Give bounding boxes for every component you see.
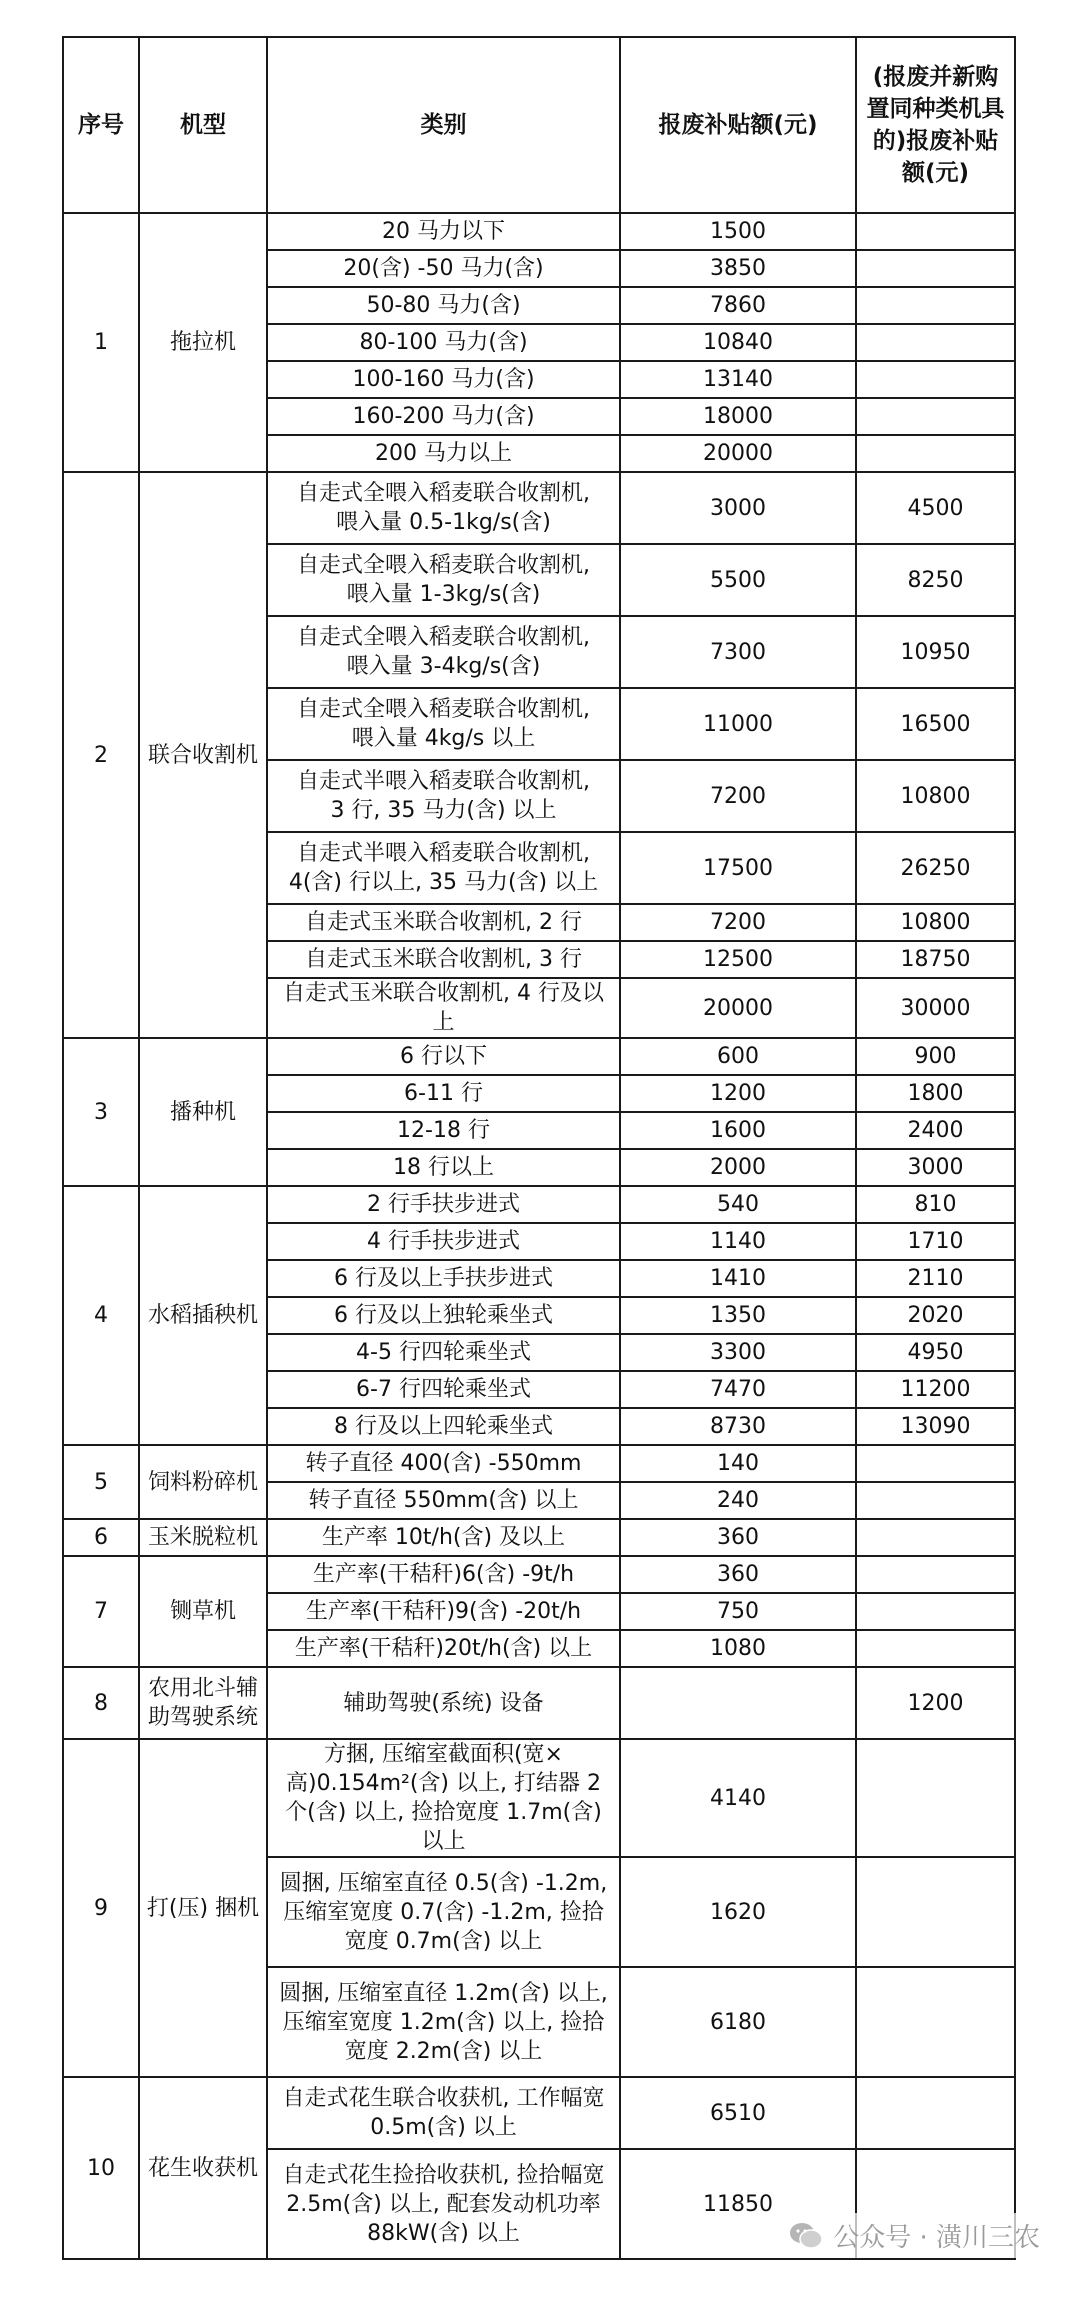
subsidy-cell: 360 [620, 1556, 856, 1593]
category-cell: 50-80 马力(含) [267, 287, 620, 324]
table-row [63, 1186, 1015, 1223]
new-subsidy-cell: 8250 [856, 544, 1015, 616]
category-cell: 6 行及以上独轮乘坐式 [267, 1297, 620, 1334]
subsidy-cell: 3000 [620, 472, 856, 544]
subsidy-cell: 7470 [620, 1371, 856, 1408]
subsidy-cell: 12500 [620, 941, 856, 978]
subsidy-cell: 5500 [620, 544, 856, 616]
new-subsidy-cell: 26250 [856, 832, 1015, 904]
category-cell: 200 马力以上 [267, 435, 620, 472]
machine-type: 打(压) 捆机 [139, 1739, 267, 2077]
subsidy-cell: 11850 [620, 2149, 856, 2259]
category-cell: 2 行手扶步进式 [267, 1186, 620, 1223]
subsidy-cell: 1600 [620, 1112, 856, 1149]
subsidy-cell: 6510 [620, 2077, 856, 2149]
new-subsidy-cell [856, 1857, 1015, 1967]
machine-type: 播种机 [139, 1038, 267, 1186]
new-subsidy-cell: 1800 [856, 1075, 1015, 1112]
table-row [63, 1739, 1015, 1857]
new-subsidy-cell: 16500 [856, 688, 1015, 760]
subsidy-cell: 3300 [620, 1334, 856, 1371]
row-number: 2 [63, 472, 139, 1038]
category-cell: 方捆, 压缩室截面积(宽×高)0.154m²(含) 以上, 打结器 2 个(含) 以上, 捡拾宽度 1.7m(含) 以上 [267, 1739, 620, 1857]
category-cell: 自走式玉米联合收割机, 3 行 [267, 941, 620, 978]
new-subsidy-cell: 2020 [856, 1297, 1015, 1334]
new-subsidy-cell: 4500 [856, 472, 1015, 544]
machine-type: 铡草机 [139, 1556, 267, 1667]
category-cell: 辅助驾驶(系统) 设备 [267, 1667, 620, 1739]
subsidy-cell: 1500 [620, 213, 856, 250]
category-cell: 生产率(干秸秆)20t/h(含) 以上 [267, 1630, 620, 1667]
new-subsidy-cell [856, 1556, 1015, 1593]
row-number: 6 [63, 1519, 139, 1556]
category-cell: 自走式玉米联合收割机, 2 行 [267, 904, 620, 941]
subsidy-cell: 1200 [620, 1075, 856, 1112]
category-cell: 生产率(干秸秆)6(含) -9t/h [267, 1556, 620, 1593]
row-number: 1 [63, 213, 139, 472]
machine-type: 水稻插秧机 [139, 1186, 267, 1445]
header-machine: 机型 [139, 37, 267, 213]
new-subsidy-cell [856, 1739, 1015, 1857]
category-cell: 18 行以上 [267, 1149, 620, 1186]
subsidy-cell: 240 [620, 1482, 856, 1519]
document-page [62, 36, 1014, 2316]
subsidy-cell: 18000 [620, 398, 856, 435]
new-subsidy-cell: 10800 [856, 760, 1015, 832]
category-cell: 转子直径 400(含) -550mm [267, 1445, 620, 1482]
subsidy-cell: 20000 [620, 435, 856, 472]
table-row [63, 1519, 1015, 1556]
category-cell: 转子直径 550mm(含) 以上 [267, 1482, 620, 1519]
new-subsidy-cell [856, 1519, 1015, 1556]
new-subsidy-cell [856, 1630, 1015, 1667]
new-subsidy-cell: 1710 [856, 1223, 1015, 1260]
category-cell: 圆捆, 压缩室直径 0.5(含) -1.2m, 压缩室宽度 0.7(含) -1.2m, 捡拾宽度 0.7m(含) 以上 [267, 1857, 620, 1967]
subsidy-cell: 1620 [620, 1857, 856, 1967]
subsidy-cell: 4140 [620, 1739, 856, 1857]
new-subsidy-cell [856, 361, 1015, 398]
machine-type: 联合收割机 [139, 472, 267, 1038]
category-cell: 80-100 马力(含) [267, 324, 620, 361]
subsidy-cell: 1350 [620, 1297, 856, 1334]
machine-type: 拖拉机 [139, 213, 267, 472]
subsidy-cell: 6180 [620, 1967, 856, 2077]
category-cell: 自走式全喂入稻麦联合收割机, 喂入量 3-4kg/s(含) [267, 616, 620, 688]
subsidy-cell: 1080 [620, 1630, 856, 1667]
new-subsidy-cell [856, 213, 1015, 250]
subsidy-cell: 600 [620, 1038, 856, 1075]
new-subsidy-cell [856, 1482, 1015, 1519]
new-subsidy-cell: 10800 [856, 904, 1015, 941]
row-number: 3 [63, 1038, 139, 1186]
category-cell: 自走式全喂入稻麦联合收割机, 喂入量 4kg/s 以上 [267, 688, 620, 760]
watermark [779, 2213, 1050, 2258]
new-subsidy-cell: 30000 [856, 978, 1015, 1038]
category-cell: 生产率 10t/h(含) 及以上 [267, 1519, 620, 1556]
subsidy-cell: 7200 [620, 904, 856, 941]
row-number: 8 [63, 1667, 139, 1739]
header-subsidy: 报废补贴额(元) [620, 37, 856, 213]
wechat-icon [789, 2221, 823, 2251]
new-subsidy-cell: 2400 [856, 1112, 1015, 1149]
watermark-text: 公众号 · 潢川三农 [833, 2223, 1040, 2253]
machine-type: 农用北斗辅助驾驶系统 [139, 1667, 267, 1739]
subsidy-cell: 360 [620, 1519, 856, 1556]
machine-type: 饲料粉碎机 [139, 1445, 267, 1519]
new-subsidy-cell: 900 [856, 1038, 1015, 1075]
category-cell: 自走式玉米联合收割机, 4 行及以上 [267, 978, 620, 1038]
new-subsidy-cell: 10950 [856, 616, 1015, 688]
subsidy-cell: 1140 [620, 1223, 856, 1260]
table-row [63, 472, 1015, 544]
subsidy-cell: 10840 [620, 324, 856, 361]
new-subsidy-cell: 810 [856, 1186, 1015, 1223]
subsidy-table [62, 36, 1016, 2260]
category-cell: 圆捆, 压缩室直径 1.2m(含) 以上, 压缩室宽度 1.2m(含) 以上, 捡拾宽度 2.2m(含) 以上 [267, 1967, 620, 2077]
table-row [63, 1667, 1015, 1739]
subsidy-cell: 2000 [620, 1149, 856, 1186]
new-subsidy-cell [856, 398, 1015, 435]
subsidy-cell: 7300 [620, 616, 856, 688]
subsidy-cell: 20000 [620, 978, 856, 1038]
new-subsidy-cell: 3000 [856, 1149, 1015, 1186]
subsidy-cell: 11000 [620, 688, 856, 760]
new-subsidy-cell: 4950 [856, 1334, 1015, 1371]
category-cell: 6-7 行四轮乘坐式 [267, 1371, 620, 1408]
row-number: 5 [63, 1445, 139, 1519]
category-cell: 6-11 行 [267, 1075, 620, 1112]
header-no: 序号 [63, 37, 139, 213]
row-number: 10 [63, 2077, 139, 2259]
header-row [63, 37, 1015, 213]
category-cell: 20 马力以下 [267, 213, 620, 250]
category-cell: 自走式半喂入稻麦联合收割机, 4(含) 行以上, 35 马力(含) 以上 [267, 832, 620, 904]
subsidy-cell: 7860 [620, 287, 856, 324]
category-cell: 4-5 行四轮乘坐式 [267, 1334, 620, 1371]
category-cell: 12-18 行 [267, 1112, 620, 1149]
row-number: 7 [63, 1556, 139, 1667]
category-cell: 自走式花生捡拾收获机, 捡拾幅宽 2.5m(含) 以上, 配套发动机功率 88kW(含) 以上 [267, 2149, 620, 2259]
row-number: 9 [63, 1739, 139, 2077]
new-subsidy-cell: 1200 [856, 1667, 1015, 1739]
header-new-subsidy: (报废并新购置同种类机具的)报废补贴额(元) [856, 37, 1015, 213]
new-subsidy-cell: 11200 [856, 1371, 1015, 1408]
category-cell: 自走式全喂入稻麦联合收割机, 喂入量 1-3kg/s(含) [267, 544, 620, 616]
subsidy-cell: 13140 [620, 361, 856, 398]
subsidy-cell: 3850 [620, 250, 856, 287]
subsidy-cell: 8730 [620, 1408, 856, 1445]
subsidy-cell: 17500 [620, 832, 856, 904]
subsidy-cell: 1410 [620, 1260, 856, 1297]
new-subsidy-cell [856, 250, 1015, 287]
category-cell: 6 行以下 [267, 1038, 620, 1075]
table-row [63, 213, 1015, 250]
new-subsidy-cell [856, 435, 1015, 472]
header-category: 类别 [267, 37, 620, 213]
machine-type: 玉米脱粒机 [139, 1519, 267, 1556]
category-cell: 100-160 马力(含) [267, 361, 620, 398]
new-subsidy-cell [856, 324, 1015, 361]
category-cell: 自走式花生联合收获机, 工作幅宽 0.5m(含) 以上 [267, 2077, 620, 2149]
category-cell: 自走式全喂入稻麦联合收割机, 喂入量 0.5-1kg/s(含) [267, 472, 620, 544]
category-cell: 自走式半喂入稻麦联合收割机, 3 行, 35 马力(含) 以上 [267, 760, 620, 832]
new-subsidy-cell [856, 2077, 1015, 2149]
new-subsidy-cell [856, 287, 1015, 324]
new-subsidy-cell: 13090 [856, 1408, 1015, 1445]
machine-type: 花生收获机 [139, 2077, 267, 2259]
table-row [63, 1445, 1015, 1482]
subsidy-cell: 140 [620, 1445, 856, 1482]
new-subsidy-cell [856, 1967, 1015, 2077]
subsidy-cell: 540 [620, 1186, 856, 1223]
new-subsidy-cell: 2110 [856, 1260, 1015, 1297]
table-row [63, 2077, 1015, 2149]
subsidy-cell: 750 [620, 1593, 856, 1630]
category-cell: 4 行手扶步进式 [267, 1223, 620, 1260]
table-row [63, 1038, 1015, 1075]
table-row [63, 1556, 1015, 1593]
subsidy-cell: 7200 [620, 760, 856, 832]
row-number: 4 [63, 1186, 139, 1445]
category-cell: 160-200 马力(含) [267, 398, 620, 435]
new-subsidy-cell: 18750 [856, 941, 1015, 978]
subsidy-cell [620, 1667, 856, 1739]
category-cell: 6 行及以上手扶步进式 [267, 1260, 620, 1297]
category-cell: 生产率(干秸秆)9(含) -20t/h [267, 1593, 620, 1630]
new-subsidy-cell [856, 1445, 1015, 1482]
new-subsidy-cell [856, 1593, 1015, 1630]
category-cell: 20(含) -50 马力(含) [267, 250, 620, 287]
category-cell: 8 行及以上四轮乘坐式 [267, 1408, 620, 1445]
